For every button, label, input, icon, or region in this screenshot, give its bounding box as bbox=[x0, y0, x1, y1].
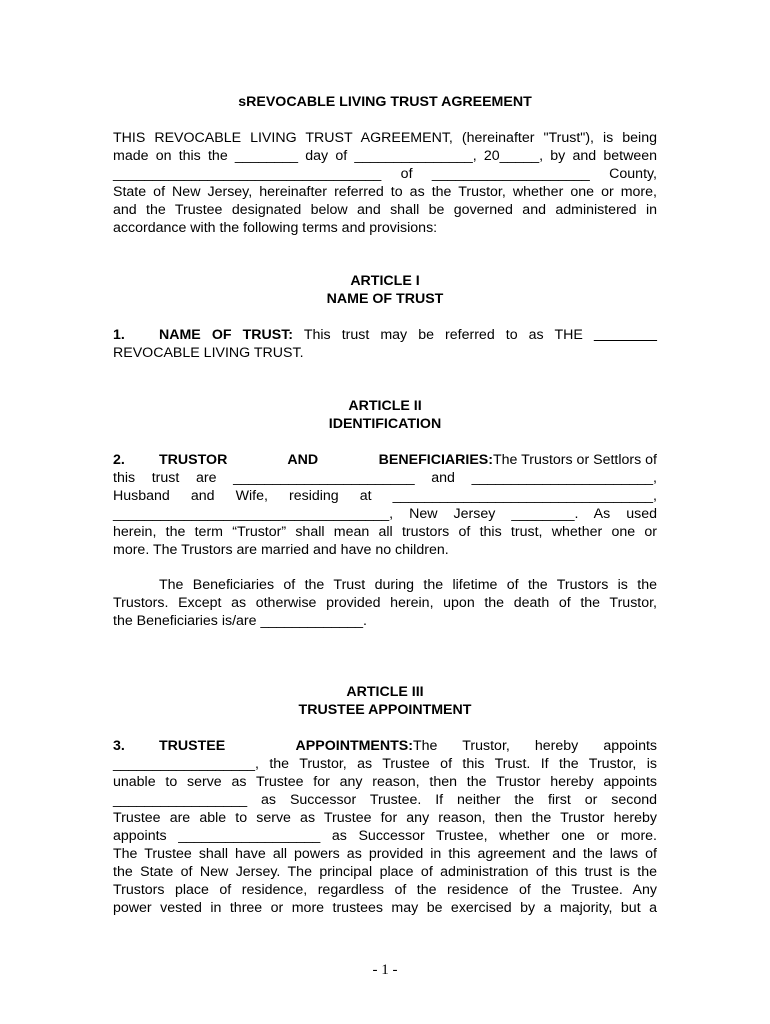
section-3-paragraph bbox=[113, 737, 657, 917]
section-3-line: The Trustee shall have all powers as provided in this agreement and the laws of bbox=[113, 846, 657, 862]
article-2-number: ARTICLE II bbox=[348, 398, 422, 414]
intro-line: accordance with the following terms and provisions: bbox=[113, 220, 438, 236]
beneficiaries-line: the Beneficiaries is/are _____________. bbox=[113, 613, 367, 629]
document-title: sREVOCABLE LIVING TRUST AGREEMENT bbox=[238, 94, 532, 110]
article-1-number: ARTICLE I bbox=[350, 273, 420, 289]
article-2-title: IDENTIFICATION bbox=[328, 416, 442, 432]
article-1-title: NAME OF TRUST bbox=[326, 291, 444, 307]
section-3-line bbox=[113, 737, 657, 755]
section-number: 2. bbox=[113, 452, 125, 468]
section-2-line: herein, the term “Trustor” shall mean all trustors of this trust, whether one or bbox=[113, 524, 657, 540]
section-2-line: ___________________________________, New Jersey ________. As used bbox=[113, 506, 657, 522]
article-1-heading bbox=[113, 272, 657, 308]
section-label: TRUSTOR AND BENEFICIARIES: bbox=[159, 452, 493, 468]
section-3-line: power vested in three or more trustees may be exercised by a majority, but a bbox=[113, 900, 657, 916]
section-number: 1. bbox=[113, 327, 125, 343]
page-number: - 1 - bbox=[372, 962, 398, 978]
intro-line: THIS REVOCABLE LIVING TRUST AGREEMENT, (hereinafter "Trust"), is being bbox=[113, 130, 657, 146]
section-1-paragraph bbox=[113, 326, 657, 362]
section-1-line bbox=[113, 326, 657, 344]
section-3-line: the State of New Jersey. The principal place of administration of this trust is the bbox=[113, 864, 657, 880]
article-3-title: TRUSTEE APPOINTMENT bbox=[298, 702, 472, 718]
section-2-line bbox=[113, 451, 657, 469]
section-text: This trust may be referred to as THE bbox=[293, 327, 594, 343]
section-text: The Trustor, hereby appoints bbox=[413, 738, 657, 754]
section-2-line: more. The Trustors are married and have no children. bbox=[113, 542, 449, 558]
article-2-heading bbox=[113, 397, 657, 433]
intro-line: made on this the ________ day of _______________, 20_____, by and between bbox=[113, 148, 657, 164]
beneficiaries-line: Trustors. Except as otherwise provided herein, upon the death of the Trustor, bbox=[113, 595, 657, 611]
section-3-line: unable to serve as Trustee for any reason, then the Trustor hereby appoints bbox=[113, 774, 657, 790]
beneficiaries-line bbox=[113, 576, 657, 594]
beneficiaries-text: The Beneficiaries of the Trust during the lifetime of the Trustors is the bbox=[159, 577, 657, 593]
section-text: The Trustors or Settlors of bbox=[492, 452, 657, 468]
section-3-line: appoints __________________ as Successor Trustee, whether one or more. bbox=[113, 828, 657, 844]
beneficiaries-paragraph bbox=[113, 576, 657, 630]
section-label: NAME OF TRUST: bbox=[159, 327, 294, 343]
article-3-heading bbox=[113, 683, 657, 719]
section-number: 3. bbox=[113, 738, 125, 754]
section-1-line: REVOCABLE LIVING TRUST. bbox=[113, 345, 304, 361]
intro-paragraph bbox=[113, 129, 657, 237]
section-label: TRUSTEE APPOINTMENTS: bbox=[159, 738, 413, 754]
section-3-line: __________________, the Trustor, as Trustee of this Trust. If the Trustor, is bbox=[113, 756, 657, 772]
section-3-line: Trustors place of residence, regardless of the residence of the Trustee. Any bbox=[113, 882, 657, 898]
section-2-paragraph bbox=[113, 451, 657, 559]
article-3-number: ARTICLE III bbox=[346, 684, 424, 700]
section-3-line: _________________ as Successor Trustee. If neither the first or second bbox=[113, 792, 657, 808]
intro-line: __________________________________ of ____________________ County, bbox=[113, 166, 657, 182]
section-2-line: Husband and Wife, residing at _________________________________, bbox=[113, 488, 657, 504]
intro-line: and the Trustee designated below and shall be governed and administered in bbox=[113, 202, 657, 218]
section-3-line: Trustee are able to serve as Trustee for any reason, then the Trustor hereby bbox=[113, 810, 657, 826]
name-blank: ________ bbox=[593, 327, 658, 343]
section-2-line: this trust are _______________________ and _______________________, bbox=[113, 470, 657, 486]
intro-line: State of New Jersey, hereinafter referred to as the Trustor, whether one or more, bbox=[113, 184, 657, 200]
